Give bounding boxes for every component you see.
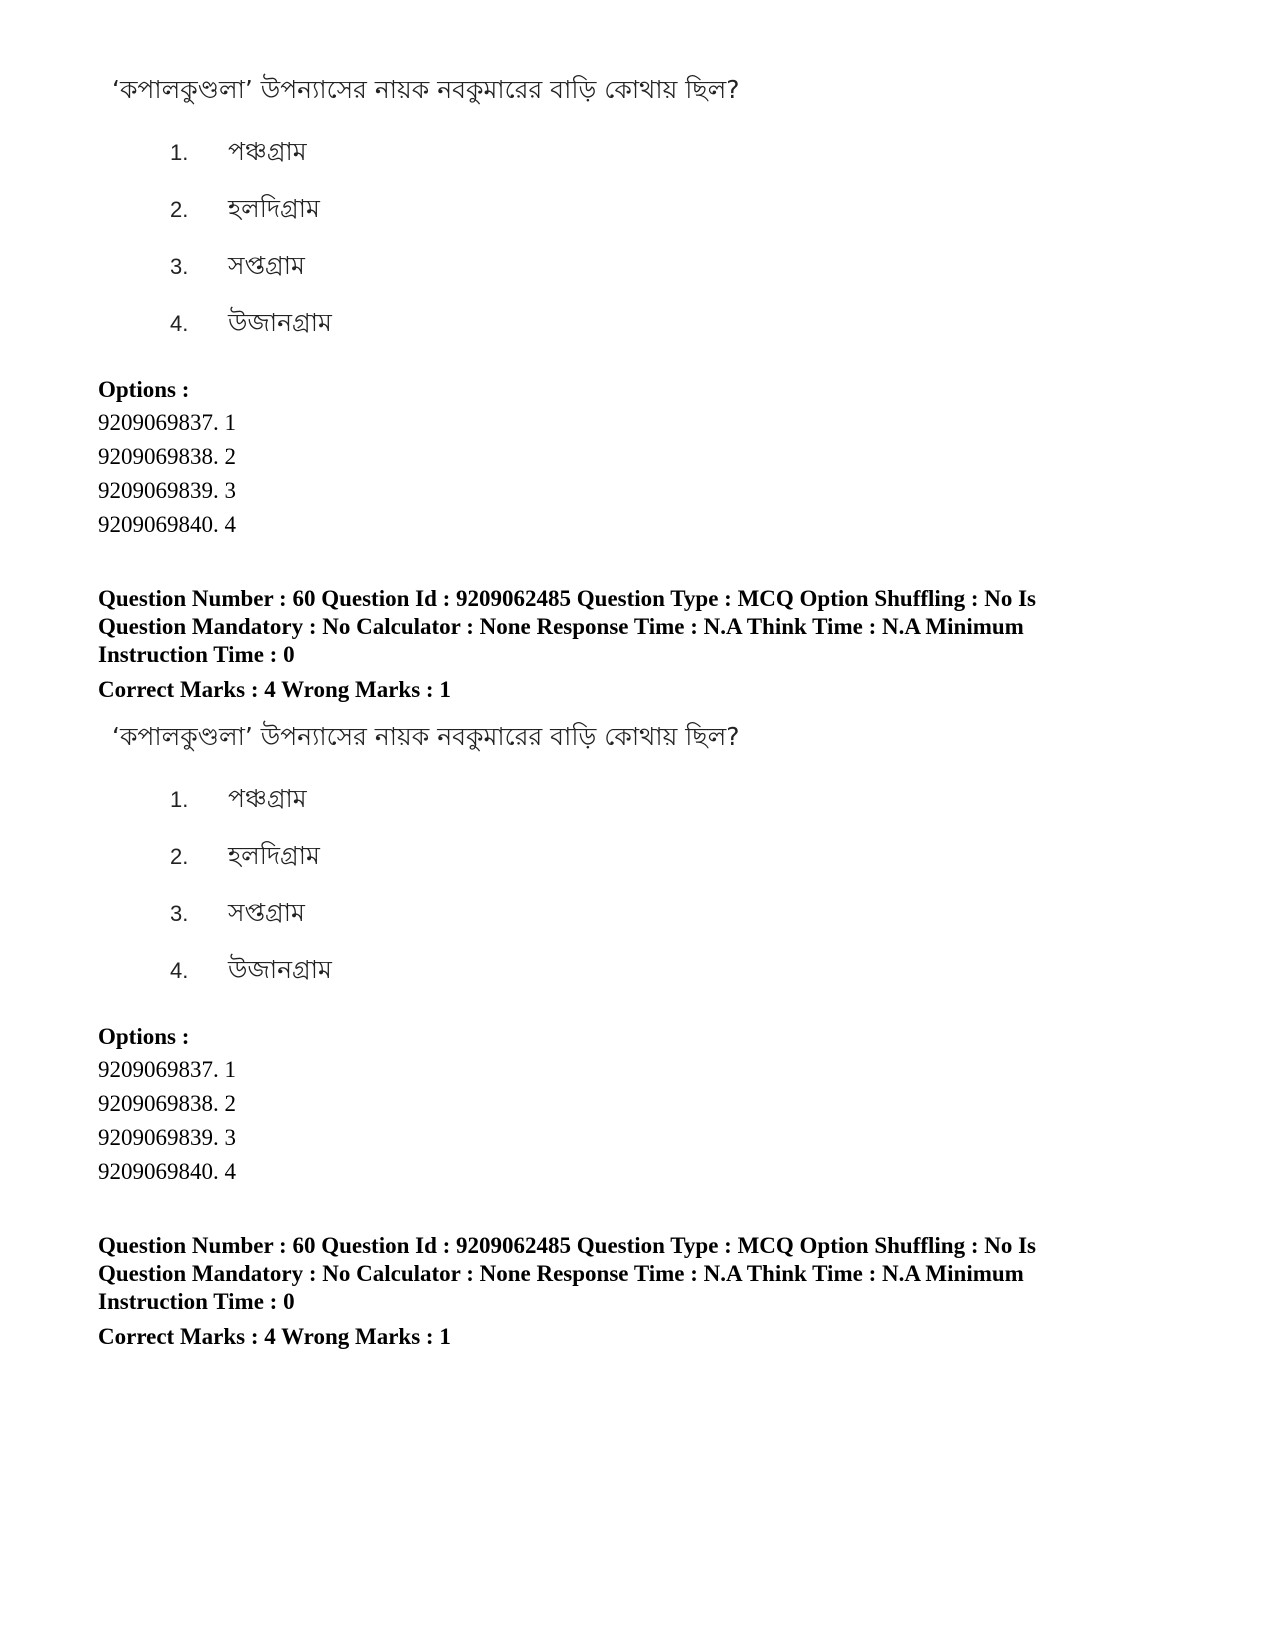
choice-number: 2. [170, 844, 189, 869]
choice-item [170, 249, 305, 284]
marks-line: Correct Marks : 4 Wrong Marks : 1 [98, 677, 451, 702]
choice-number: 1. [170, 140, 189, 165]
meta-line: Question Number : 60 Question Id : 9209062485 Question Type : MCQ Option Shuffling : No Is [98, 586, 1037, 611]
option-id-line: 9209069839. 3 [98, 478, 236, 503]
choice-number: 3. [170, 254, 189, 279]
question-meta [98, 585, 1178, 669]
choice-label: পঞ্চগ্রাম [228, 137, 307, 166]
choice-label: উজানগ্রাম [228, 308, 332, 337]
meta-line: Question Mandatory : No Calculator : None Response Time : N.A Think Time : N.A Minimum [98, 1261, 1024, 1286]
meta-line: Question Number : 60 Question Id : 9209062485 Question Type : MCQ Option Shuffling : No Is [98, 1233, 1037, 1258]
choice-item [170, 839, 320, 874]
option-id-line: 9209069838. 2 [98, 444, 236, 469]
choice-item [170, 135, 307, 170]
options-heading: Options : [98, 1024, 190, 1049]
choice-number: 4. [170, 311, 189, 336]
meta-line: Instruction Time : 0 [98, 1289, 295, 1314]
option-id-line: 9209069839. 3 [98, 1125, 236, 1150]
choice-number: 1. [170, 787, 189, 812]
question-meta [98, 1232, 1178, 1316]
marks-line: Correct Marks : 4 Wrong Marks : 1 [98, 1324, 451, 1349]
question-text: ‘কপালকুণ্ডলা’ উপন্যাসের নায়ক নবকুমারের বাড়ি কোথায় ছিল? [112, 75, 740, 104]
choice-item [170, 306, 332, 341]
meta-line: Instruction Time : 0 [98, 642, 295, 667]
option-id-line: 9209069840. 4 [98, 512, 236, 537]
choice-label: হলদিগ্রাম [228, 194, 320, 223]
option-id-line: 9209069837. 1 [98, 410, 236, 435]
choice-label: পঞ্চগ্রাম [228, 784, 307, 813]
choice-item [170, 782, 307, 817]
choice-label: সপ্তগ্রাম [228, 251, 305, 280]
option-id-line: 9209069837. 1 [98, 1057, 236, 1082]
meta-line: Question Mandatory : No Calculator : None Response Time : N.A Think Time : N.A Minimum [98, 614, 1024, 639]
choice-label: সপ্তগ্রাম [228, 898, 305, 927]
option-id-line: 9209069838. 2 [98, 1091, 236, 1116]
choice-label: হলদিগ্রাম [228, 841, 320, 870]
option-id-line: 9209069840. 4 [98, 1159, 236, 1184]
choice-item [170, 953, 332, 988]
choice-item [170, 192, 320, 227]
choice-item [170, 896, 305, 931]
choice-label: উজানগ্রাম [228, 955, 332, 984]
choice-number: 4. [170, 958, 189, 983]
options-heading: Options : [98, 377, 190, 402]
choice-number: 2. [170, 197, 189, 222]
question-text: ‘কপালকুণ্ডলা’ উপন্যাসের নায়ক নবকুমারের বাড়ি কোথায় ছিল? [112, 722, 740, 751]
choice-number: 3. [170, 901, 189, 926]
